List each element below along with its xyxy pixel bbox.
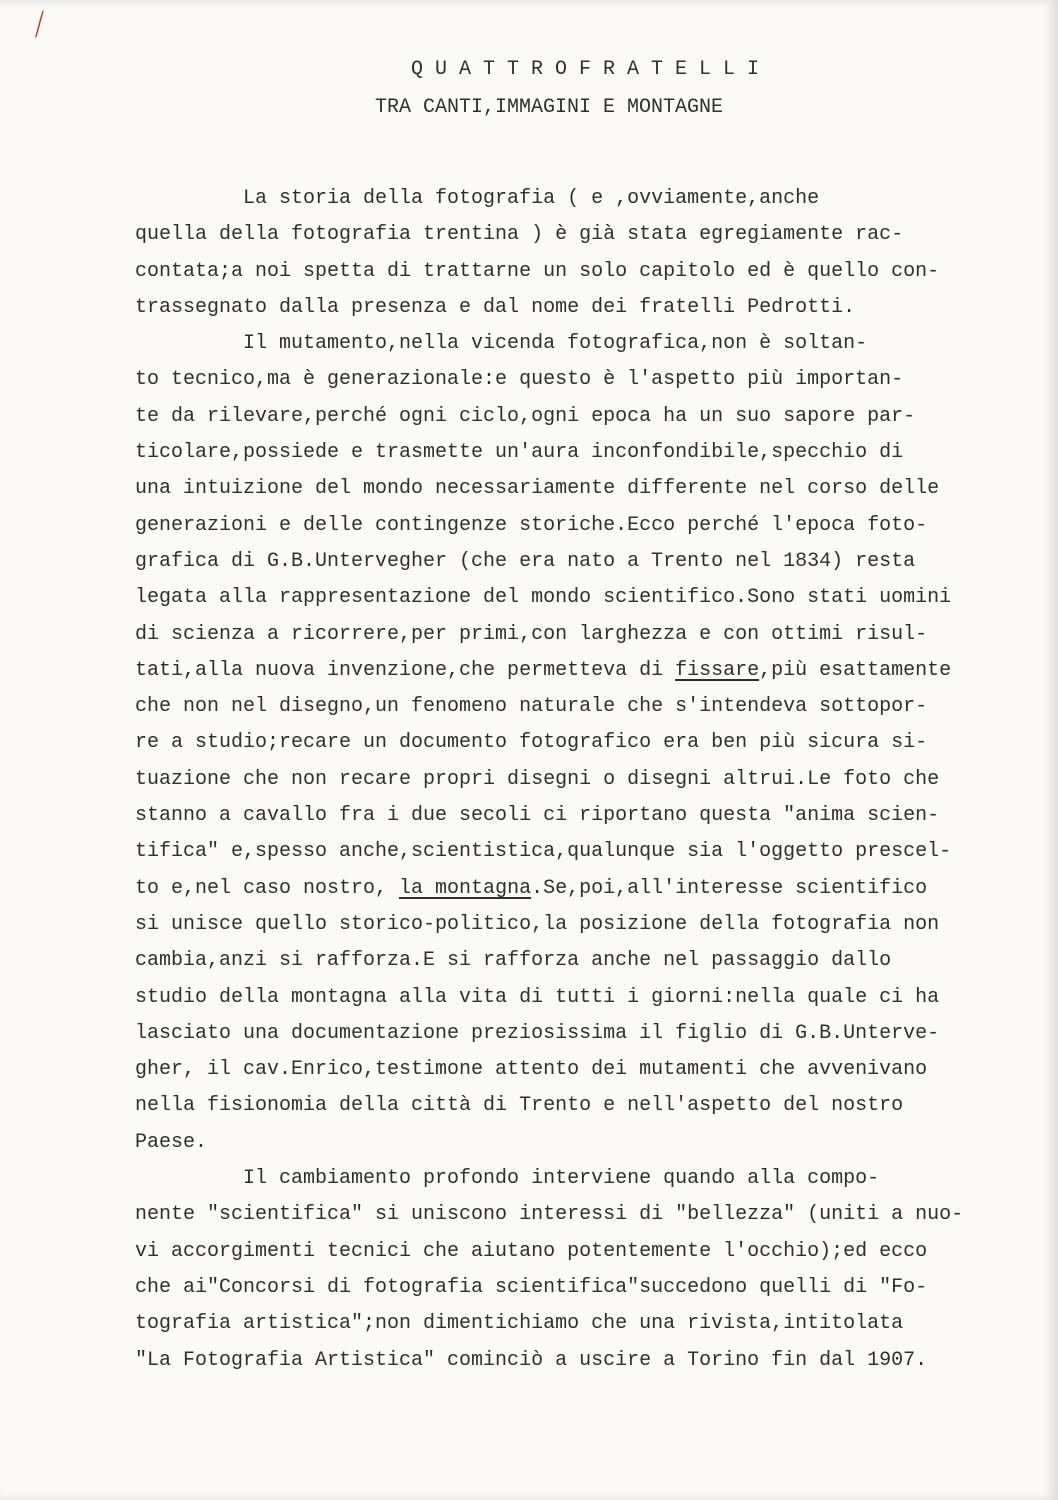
text-line: generazioni e delle contingenze storiche.Ecco perché l'epoca foto-	[135, 513, 928, 537]
text-line: quella della fotografia trentina ) è già stata egregiamente rac-	[135, 223, 904, 247]
text-line: trassegnato dalla presenza e dal nome dei fratelli Pedrotti.	[135, 295, 856, 319]
underlined-word: fissare	[675, 658, 760, 682]
text-line: stanno a cavallo fra i due secoli ci riportano questa "anima scien-	[135, 804, 940, 828]
text-line: ticolare,possiede e trasmette un'aura inconfondibile,specchio di	[135, 441, 904, 465]
text-segment: tati,alla nuova invenzione,che permetteva di	[135, 658, 676, 682]
text-line: che ai"Concorsi di fotografia scientifica"succedono quelli di "Fo-	[135, 1275, 928, 1299]
text-line: tografia artistica";non dimentichiamo che una rivista,intitolata	[135, 1312, 904, 1336]
body-text	[135, 181, 1015, 1379]
text-line: cambia,anzi si rafforza.E si rafforza anche nel passaggio dallo	[135, 949, 892, 973]
text-segment: to e,nel caso nostro,	[135, 876, 400, 900]
text-line: La storia della fotografia ( e ,ovviamente,anche	[135, 187, 820, 210]
text-line: nella fisionomia della città di Trento e nell'aspetto del nostro	[135, 1094, 904, 1118]
text-segment: ,più esattamente	[759, 658, 952, 682]
text-line	[135, 653, 1015, 689]
text-line: vi accorgimenti tecnici che aiutano potentemente l'occhio);ed ecco	[135, 1239, 928, 1263]
text-line: to tecnico,ma è generazionale:e questo è l'aspetto più importan-	[135, 368, 904, 392]
text-line: una intuizione del mondo necessariamente differente nel corso delle	[135, 477, 940, 501]
text-line: che non nel disegno,un fenomeno naturale che s'intendeva sottopor-	[135, 695, 928, 719]
text-line: si unisce quello storico-politico,la posizione della fotografia non	[135, 912, 940, 936]
text-line: di scienza a ricorrere,per primi,con larghezza e con ottimi risul-	[135, 622, 928, 646]
text-line: "La Fotografia Artistica" cominciò a uscire a Torino fin dal 1907.	[135, 1348, 928, 1372]
text-segment: .Se,poi,all'interesse scientifico	[531, 876, 928, 900]
text-line: te da rilevare,perché ogni ciclo,ogni epoca ha un suo sapore par-	[135, 404, 916, 428]
red-pencil-mark: ⟋	[23, 5, 56, 44]
text-line	[135, 871, 1015, 907]
text-line: Paese.	[135, 1130, 208, 1154]
text-line: tuazione che non recare propri disegni o disegni altrui.Le foto che	[135, 767, 940, 791]
text-line: Il cambiamento profondo interviene quando alla compo-	[135, 1167, 880, 1191]
text-line: grafica di G.B.Untervegher (che era nato a Trento nel 1834) resta	[135, 549, 916, 573]
document-subtitle: TRA CANTI,IMMAGINI E MONTAGNE	[374, 96, 724, 119]
text-line: gher, il cav.Enrico,testimone attento dei mutamenti che avvenivano	[135, 1058, 928, 1082]
text-line: legata alla rappresentazione del mondo scientifico.Sono stati uomini	[135, 586, 952, 610]
text-line: contata;a noi spetta di trattarne un solo capitolo ed è quello con-	[135, 259, 940, 283]
text-line: tifica" e,spesso anche,scientistica,qualunque sia l'oggetto prescel-	[135, 840, 952, 864]
text-line: studio della montagna alla vita di tutti i giorni:nella quale ci ha	[135, 985, 940, 1009]
text-line: Il mutamento,nella vicenda fotografica,non è soltan-	[135, 332, 868, 356]
text-line: nente "scientifica" si uniscono interessi di "bellezza" (uniti a nuo-	[135, 1203, 964, 1227]
document-title: Q U A T T R O F R A T E L L I	[410, 58, 760, 81]
underlined-phrase: la montagna	[399, 876, 532, 900]
text-line: lasciato una documentazione preziosissima il figlio di G.B.Unterve-	[135, 1021, 940, 1045]
text-line: re a studio;recare un documento fotografico era ben più sicura si-	[135, 731, 928, 755]
